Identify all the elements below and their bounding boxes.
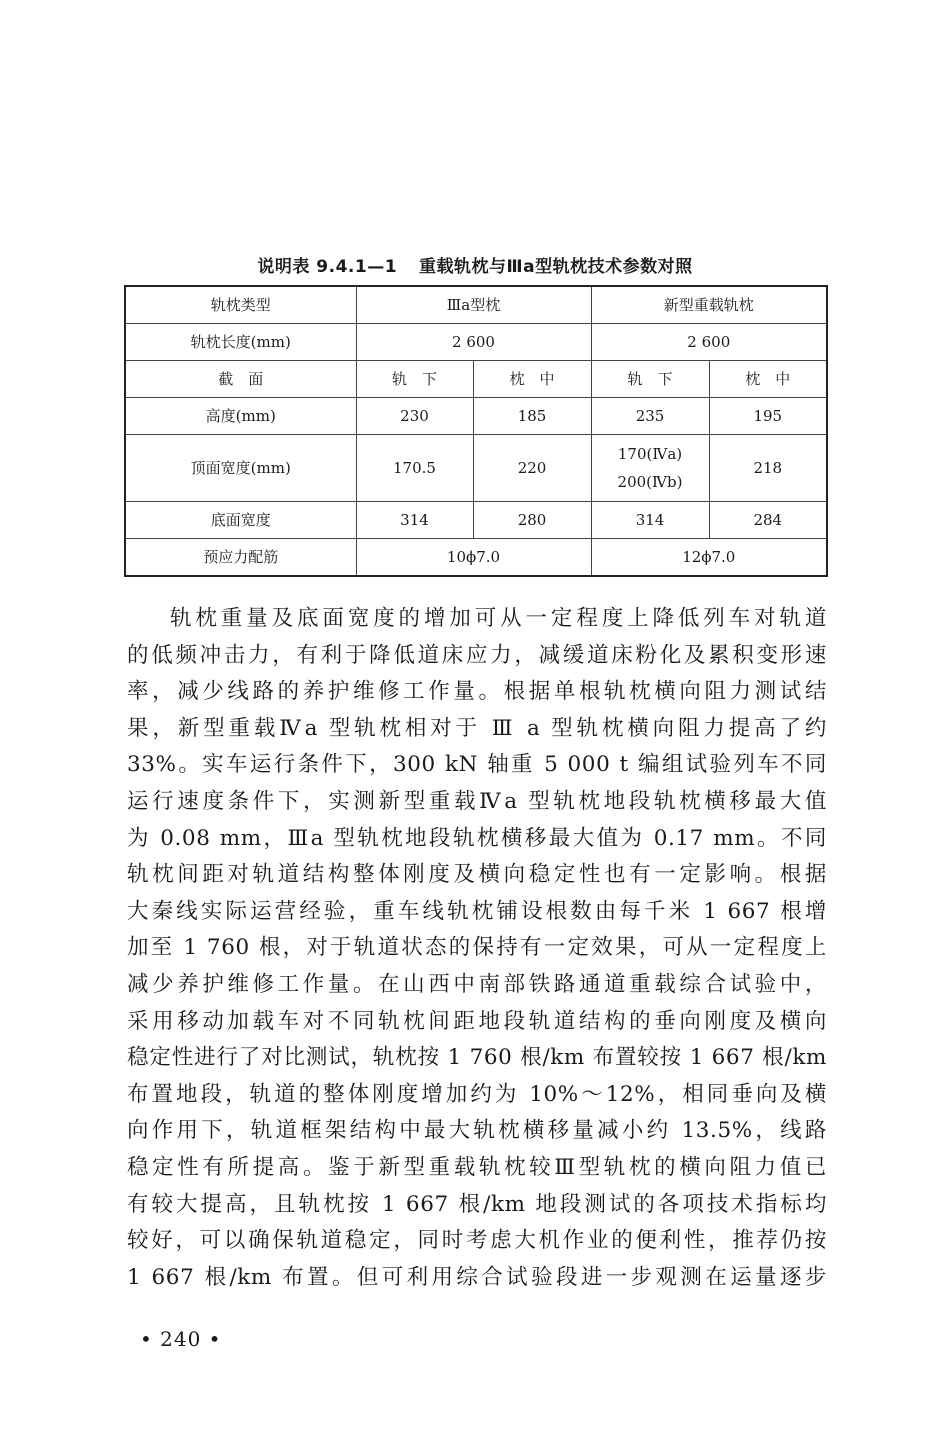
cell-bottom-width-3a-mid: 280 <box>473 502 591 539</box>
cell-height-3a-mid: 185 <box>473 398 591 435</box>
cell-top-width-new-rail-4b: 200(Ⅳb) <box>617 473 683 491</box>
paragraph-line: 的低频冲击力，有利于降低道床应力，减缓道床粉化及累积变形速 <box>127 642 827 668</box>
paragraph-line: 稳定性有所提高。鉴于新型重载轨枕较Ⅲ型轨枕的横向阻力值已 <box>127 1154 827 1180</box>
paragraph-line: 轨枕间距对轨道结构整体刚度及横向稳定性也有一定影响。根据 <box>127 862 827 888</box>
row-label-height: 高度(mm) <box>125 398 356 435</box>
cell-bottom-width-new-mid: 284 <box>709 502 827 539</box>
cell-bottom-width-new-rail: 314 <box>591 502 709 539</box>
paragraph-line: 稳定性进行了对比测试，轨枕按 1 760 根/km 布置较按 1 667 根/km <box>127 1045 827 1071</box>
paragraph-line: 采用移动加载车对不同轨枕间距地段轨道结构的垂向刚度及横向 <box>127 1008 827 1034</box>
cell-height-new-rail: 235 <box>591 398 709 435</box>
table-row <box>125 502 827 539</box>
table-caption-number: 说明表 9.4.1—1 <box>257 257 398 277</box>
body-paragraph <box>127 601 827 1296</box>
cell-top-width-3a-rail: 170.5 <box>356 435 473 502</box>
cell-bottom-width-3a-rail: 314 <box>356 502 473 539</box>
cell-top-width-3a-mid: 220 <box>473 435 591 502</box>
table-row <box>125 539 827 577</box>
table-caption <box>0 252 950 277</box>
cell-section-new-mid: 枕 中 <box>709 361 827 398</box>
paragraph-line: 大秦线实际运营经验，重车线轨枕铺设根数由每千米 1 667 根增 <box>127 898 827 924</box>
cell-height-new-mid: 195 <box>709 398 827 435</box>
paragraph-line: 运行速度条件下，实测新型重载Ⅳa 型轨枕地段轨枕横移最大值 <box>127 788 827 814</box>
cell-top-width-new-mid: 218 <box>709 435 827 502</box>
row-label-top-width: 顶面宽度(mm) <box>125 435 356 502</box>
cell-top-width-new-rail-4a: 170(Ⅳa) <box>617 445 683 463</box>
row-label-section: 截 面 <box>125 361 356 398</box>
cell-length-new: 2 600 <box>591 324 827 361</box>
cell-prestress-3a: 10ϕ7.0 <box>356 539 591 577</box>
paragraph-line: 较好，可以确保轨道稳定，同时考虑大机作业的便利性，推荐仍按 <box>127 1228 827 1254</box>
paragraph-line: 减少养护维修工作量。在山西中南部铁路通道重载综合试验中， <box>127 971 827 997</box>
table-row <box>125 286 827 324</box>
column-header-new-heavy-haul: 新型重载轨枕 <box>591 286 827 324</box>
column-header-type-3a: Ⅲa型枕 <box>356 286 591 324</box>
cell-section-3a-mid: 枕 中 <box>473 361 591 398</box>
paragraph-line: 有较大提高，且轨枕按 1 667 根/km 地段测试的各项技术指标均 <box>127 1191 827 1217</box>
paragraph-line: 向作用下，轨道框架结构中最大轨枕横移量减小约 13.5%，线路 <box>127 1118 827 1144</box>
table-row <box>125 398 827 435</box>
table-row <box>125 324 827 361</box>
table-row <box>125 361 827 398</box>
row-label-bottom-width: 底面宽度 <box>125 502 356 539</box>
cell-section-new-rail: 轨 下 <box>591 361 709 398</box>
page-number: • 240 • <box>140 1327 222 1351</box>
paragraph-line: 轨枕重量及底面宽度的增加可从一定程度上降低列车对轨道 <box>170 606 827 631</box>
row-label-sleeper-type: 轨枕类型 <box>125 286 356 324</box>
cell-height-3a-rail: 230 <box>356 398 473 435</box>
row-label-prestress: 预应力配筋 <box>125 539 356 577</box>
row-label-length: 轨枕长度(mm) <box>125 324 356 361</box>
cell-prestress-new: 12ϕ7.0 <box>591 539 827 577</box>
cell-top-width-new-rail <box>591 435 709 502</box>
cell-section-3a-rail: 轨 下 <box>356 361 473 398</box>
paragraph-line: 为 0.08 mm，Ⅲa 型轨枕地段轨枕横移最大值为 0.17 mm。不同 <box>127 825 827 851</box>
table-caption-title: 重载轨枕与Ⅲa型轨枕技术参数对照 <box>419 257 693 277</box>
paragraph-line: 果，新型重载Ⅳa 型轨枕相对于 Ⅲ a 型轨枕横向阻力提高了约 <box>127 715 827 741</box>
cell-length-3a: 2 600 <box>356 324 591 361</box>
paragraph-line: 33%。实车运行条件下，300 kN 轴重 5 000 t 编组试验列车不同 <box>127 752 827 778</box>
paragraph-line: 布置地段，轨道的整体刚度增加约为 10%～12%，相同垂向及横 <box>127 1081 827 1107</box>
paragraph-line: 加至 1 760 根，对于轨道状态的保持有一定效果，可从一定程度上 <box>127 935 827 961</box>
sleeper-parameter-table <box>124 285 828 577</box>
paragraph-line: 率，减少线路的养护维修工作量。根据单根轨枕横向阻力测试结 <box>127 679 827 705</box>
paragraph-line: 1 667 根/km 布置。但可利用综合试验段进一步观测在运量逐步 <box>127 1264 827 1290</box>
table-row <box>125 435 827 502</box>
